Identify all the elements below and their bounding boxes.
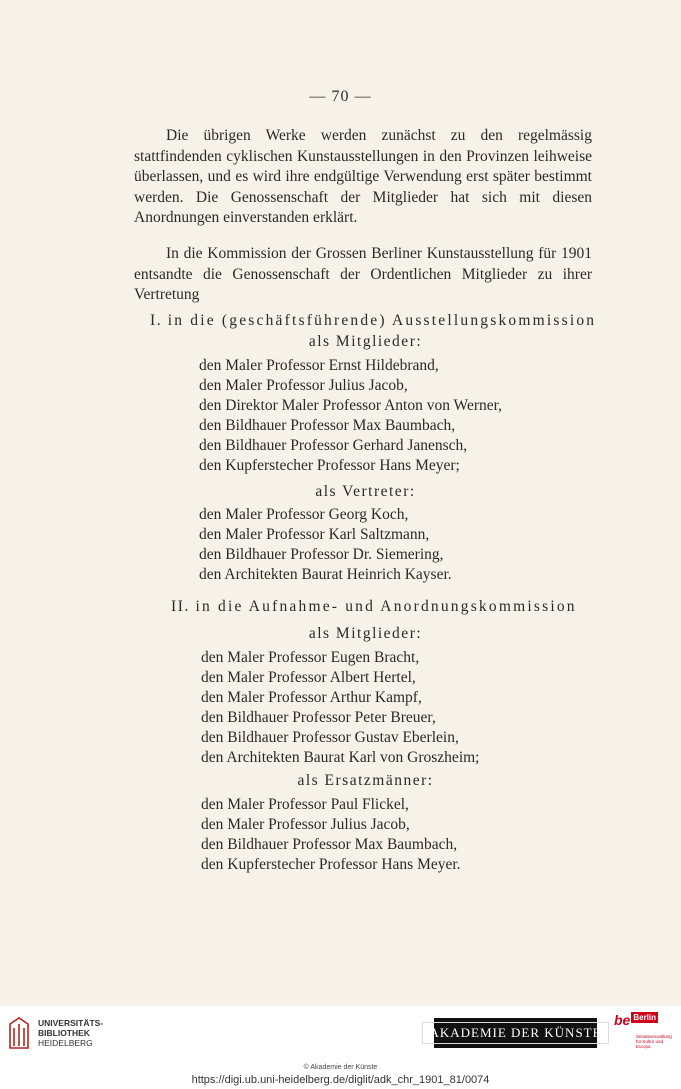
paragraph-2: In die Kommission der Grossen Berliner Kunstausstellung für 1901 entsandte die Genossenschaft der Ordentlichen Mitglieder zu ihrer Vertretung	[134, 245, 592, 303]
section-2-numeral: II.	[171, 598, 190, 615]
academy-logo-text: AKADEMIE DER KÜNSTE	[422, 1022, 608, 1044]
viewer-footer	[0, 1006, 681, 1089]
list-item: den Maler Professor Julius Jacob,	[199, 377, 408, 394]
list-item: den Maler Professor Arthur Kampf,	[201, 689, 422, 706]
list-item: den Direktor Maler Professor Anton von Werner,	[199, 397, 503, 414]
list-item: den Bildhauer Professor Gerhard Janensch,	[199, 437, 468, 454]
list-item: den Maler Professor Georg Koch,	[199, 506, 409, 523]
library-line-3: HEIDELBERG	[38, 1038, 93, 1048]
section-1-heading-row	[150, 312, 596, 330]
copyright-notice: © Akademie der Künste	[303, 1064, 378, 1071]
list-item: den Bildhauer Professor Peter Breuer,	[201, 709, 436, 726]
section-2-members-label: als Mitglieder:	[308, 625, 423, 642]
permalink-url[interactable]: https://digi.ub.uni-heidelberg.de/diglit/adk_chr_1901_81/0074	[191, 1074, 490, 1086]
section-1-numeral: I.	[150, 312, 163, 329]
academy-logo[interactable]	[429, 1018, 602, 1048]
section-1-members-label: als Mitglieder:	[308, 333, 423, 350]
berlin-senate-logo[interactable]	[614, 1012, 672, 1052]
list-item: den Kupferstecher Professor Hans Meyer.	[201, 856, 461, 873]
berlin-logo-subtitle: Senatsverwaltung für Kultur und Europa	[636, 1034, 672, 1049]
section-1-deputies-label: als Vertreter:	[315, 483, 416, 500]
berlin-logo-be: be	[614, 1012, 631, 1028]
library-name	[38, 1018, 103, 1048]
list-item: den Maler Professor Paul Flickel,	[201, 796, 409, 813]
berlin-logo-word: Berlin	[633, 1013, 657, 1022]
list-item: den Architekten Baurat Heinrich Kayser.	[199, 566, 452, 583]
section-2-members-list	[201, 648, 480, 768]
section-2-heading-row	[171, 598, 577, 616]
list-item: den Maler Professor Eugen Bracht,	[201, 649, 420, 666]
section-1-heading: in die (geschäftsführende) Ausstellungskommission	[167, 312, 597, 329]
paragraph-1: Die übrigen Werke werden zunächst zu den regelmässig stattfindenden cyklischen Kunstausstellungen in den Provinzen leihweise überlassen, und es wird ihre endgültige Verwendung erst später bestimmt werden. Die Genossenschaft der Mitglieder hat sich mit diesen Anordnungen einverstanden erklärt.	[134, 127, 592, 226]
university-library-logo-icon	[8, 1016, 30, 1050]
paragraph-2-container	[134, 244, 592, 306]
paragraph-1-container	[134, 126, 592, 229]
section-1-members-list	[199, 356, 502, 476]
list-item: den Maler Professor Albert Hertel,	[201, 669, 416, 686]
library-line-2: BIBLIOTHEK	[38, 1028, 90, 1038]
list-item: den Kupferstecher Professor Hans Meyer;	[199, 457, 460, 474]
list-item: den Maler Professor Julius Jacob,	[201, 816, 410, 833]
list-item: den Maler Professor Karl Saltzmann,	[199, 526, 430, 543]
list-item: den Bildhauer Professor Dr. Siemering,	[199, 546, 444, 563]
list-item: den Bildhauer Professor Gustav Eberlein,	[201, 729, 459, 746]
section-1-deputies-list	[199, 505, 452, 585]
list-item: den Architekten Baurat Karl von Groszheim;	[201, 749, 480, 766]
list-item: den Bildhauer Professor Max Baumbach,	[201, 836, 458, 853]
list-item: den Maler Professor Ernst Hildebrand,	[199, 357, 439, 374]
berlin-senate-logo-icon	[614, 1012, 672, 1032]
page-number: — 70 —	[309, 88, 372, 105]
section-2-heading: in die Aufnahme- und Anordnungskommission	[195, 598, 577, 615]
university-library-logo[interactable]	[8, 1014, 118, 1058]
library-line-1: UNIVERSITÄTS-	[38, 1018, 104, 1028]
section-2-deputies-label: als Ersatzmänner:	[297, 772, 434, 789]
section-2-deputies-list	[201, 795, 461, 875]
list-item: den Bildhauer Professor Max Baumbach,	[199, 417, 456, 434]
